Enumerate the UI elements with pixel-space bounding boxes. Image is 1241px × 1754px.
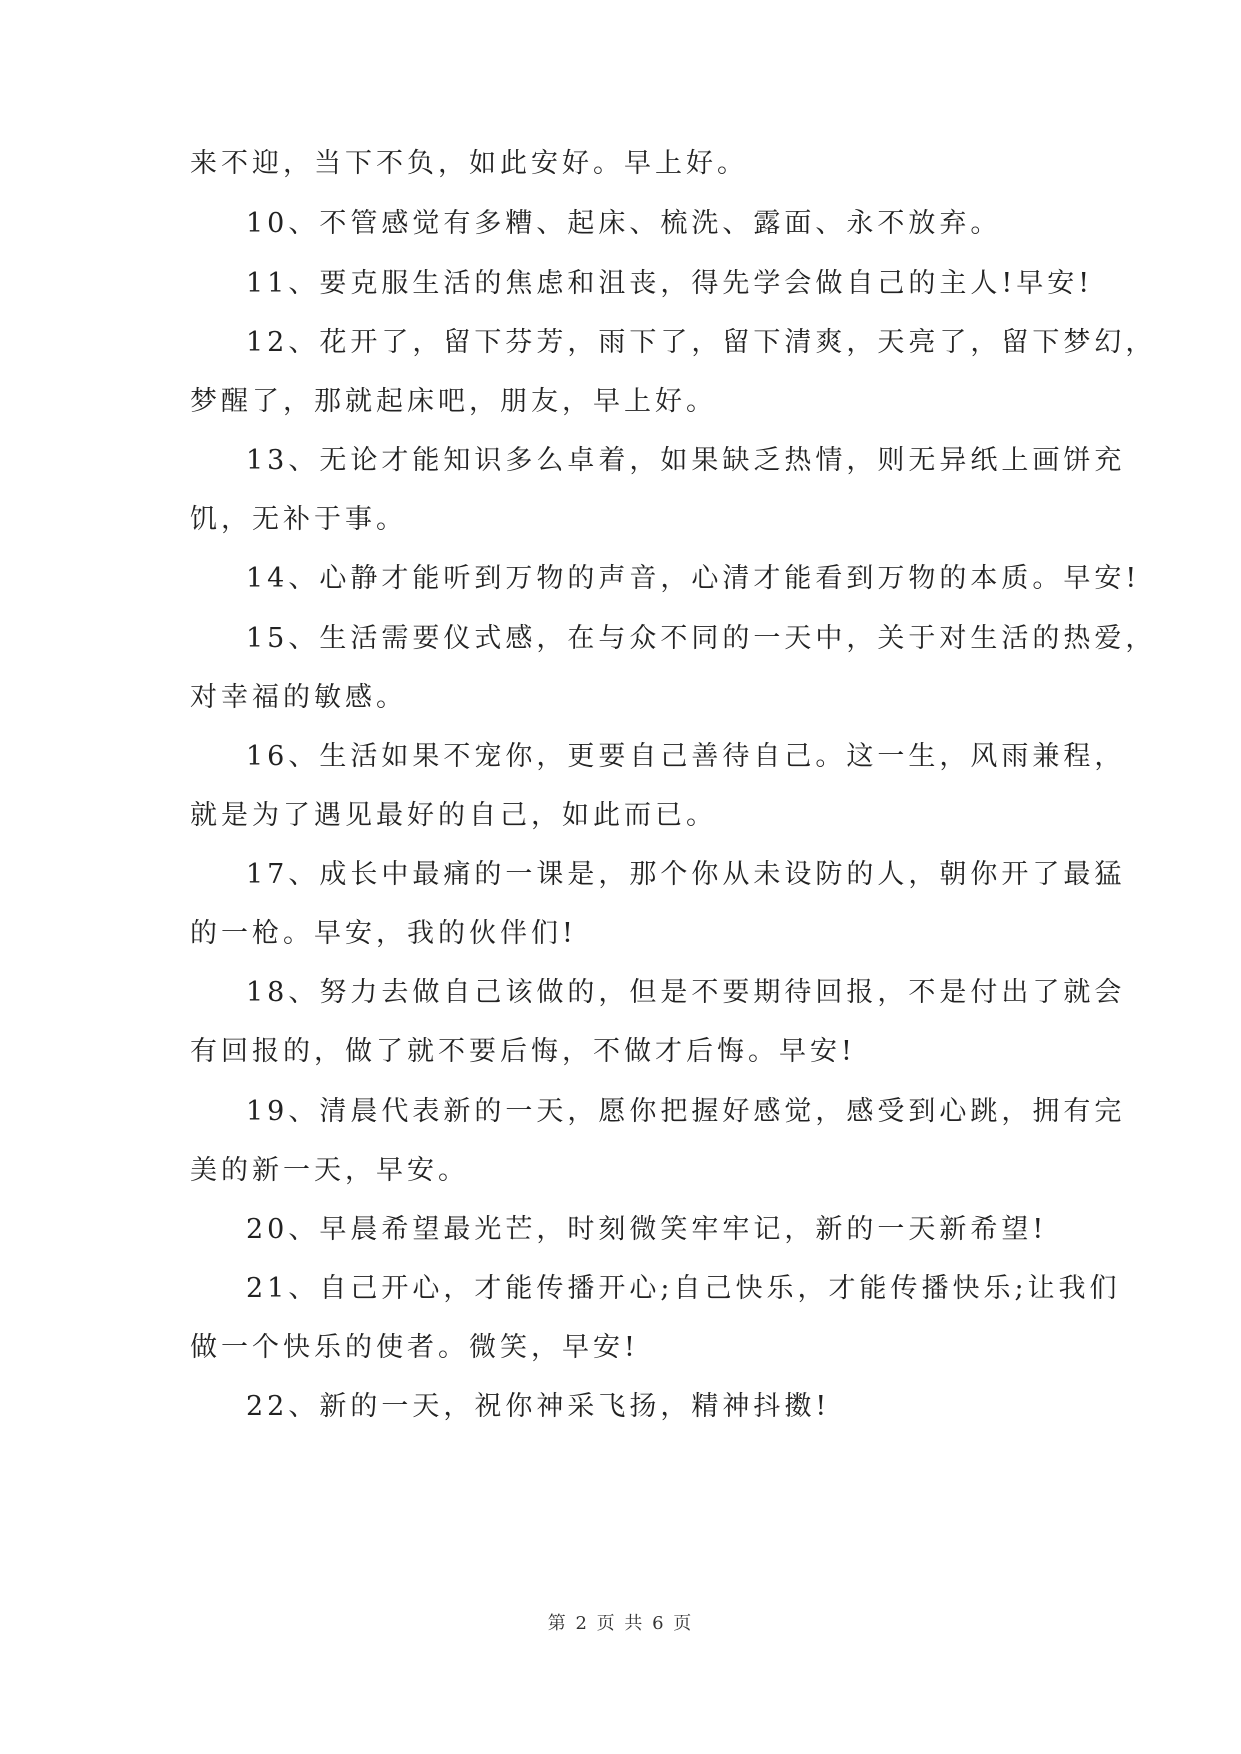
paragraph-line: 14、心静才能听到万物的声音，心清才能看到万物的本质。早安! [246, 563, 1141, 594]
paragraph-line: 梦醒了，那就起床吧，朋友，早上好。 [190, 386, 717, 417]
paragraph-line: 有回报的，做了就不要后悔，不做才后悔。早安! [190, 1036, 856, 1067]
paragraph-line: 19、清晨代表新的一天，愿你把握好感觉，感受到心跳，拥有完 [246, 1096, 1126, 1127]
paragraph-line: 就是为了遇见最好的自己，如此而已。 [190, 800, 717, 831]
paragraph-line: 11、要克服生活的焦虑和沮丧，得先学会做自己的主人!早安! [246, 268, 1094, 299]
paragraph-line: 16、生活如果不宠你，更要自己善待自己。这一生，风雨兼程， [246, 741, 1126, 772]
paragraph-line: 22、新的一天，祝你神采飞扬，精神抖擞! [246, 1391, 831, 1422]
paragraph-line: 对幸福的敏感。 [190, 682, 407, 713]
paragraph-line: 21、自己开心，才能传播开心;自己快乐，才能传播快乐;让我们 [246, 1273, 1121, 1304]
paragraph-line: 做一个快乐的使者。微笑，早安! [190, 1332, 639, 1363]
page-footer: 第 2 页 共 6 页 [547, 1613, 694, 1634]
paragraph-line: 13、无论才能知识多么卓着，如果缺乏热情，则无异纸上画饼充 [246, 445, 1126, 476]
paragraph-line: 饥，无补于事。 [190, 504, 407, 535]
paragraph-line: 10、不管感觉有多糟、起床、梳洗、露面、永不放弃。 [246, 208, 1002, 239]
paragraph-line: 20、早晨希望最光芒，时刻微笑牢牢记，新的一天新希望! [246, 1214, 1048, 1245]
paragraph-line: 15、生活需要仪式感，在与众不同的一天中，关于对生活的热爱， [246, 623, 1157, 654]
paragraph-line: 18、努力去做自己该做的，但是不要期待回报，不是付出了就会 [246, 977, 1126, 1008]
paragraph-line: 来不迎，当下不负，如此安好。早上好。 [190, 148, 748, 179]
paragraph-line: 17、成长中最痛的一课是，那个你从未设防的人，朝你开了最猛 [246, 859, 1126, 890]
paragraph-line: 美的新一天，早安。 [190, 1155, 469, 1186]
paragraph-line: 12、花开了，留下芬芳，雨下了，留下清爽，天亮了，留下梦幻， [246, 327, 1157, 358]
paragraph-line: 的一枪。早安，我的伙伴们! [190, 918, 577, 949]
